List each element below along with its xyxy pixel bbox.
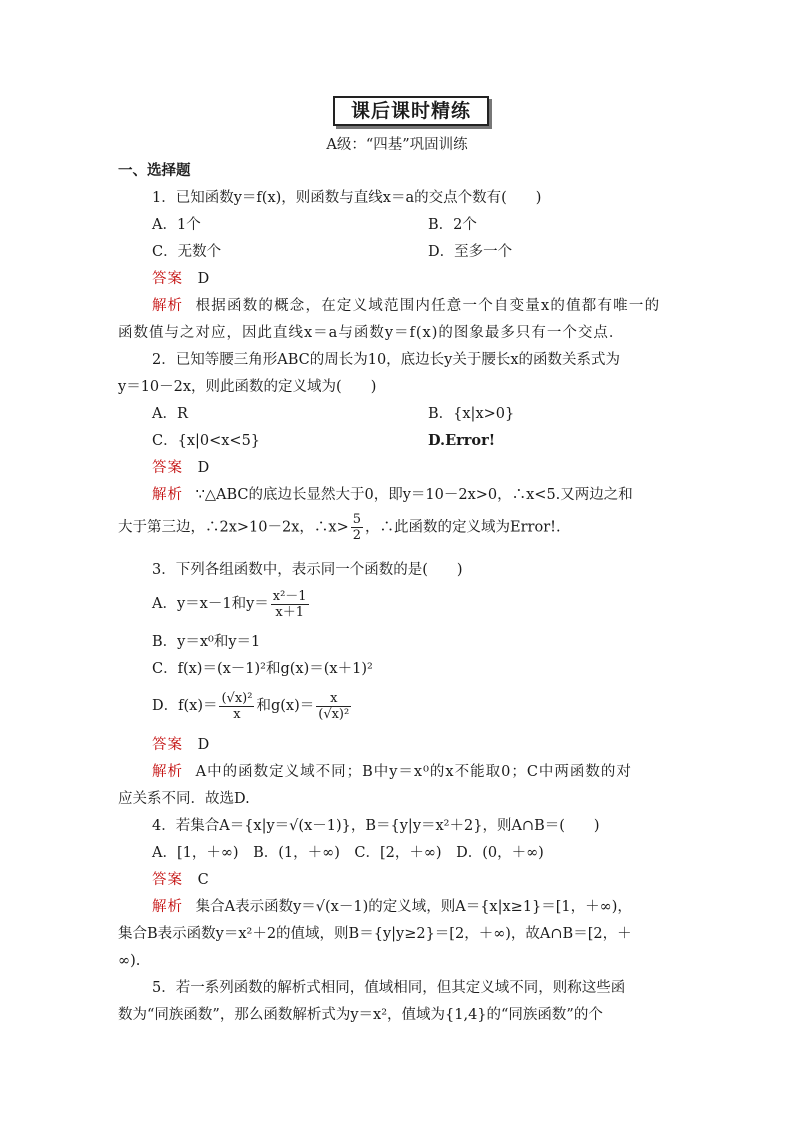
q3-stem: 3．下列各组函数中，表示同一个函数的是( ) (152, 562, 463, 578)
option-text: D．f(x)＝ (152, 698, 218, 714)
explanation-label: 解析 (152, 487, 183, 503)
fraction-denominator: x (233, 706, 241, 722)
fraction-numerator: x (316, 691, 351, 707)
explanation-text: 大于第三边，∴2x>10－2x，∴x> (118, 519, 349, 536)
q2-option-b: B．{x|x>0} (428, 406, 515, 422)
q5-stem-line-1: 5．若一系列函数的解析式相同，值域相同，但其定义域不同，则称这些函 (152, 980, 626, 996)
fraction-numerator: (√x)² (221, 690, 253, 706)
q2-option-d: D.Error! (428, 432, 496, 449)
q2-option-a: A．R (152, 406, 188, 422)
q3-answer (152, 735, 209, 755)
page-title: 课后课时精练 (333, 96, 489, 126)
q2-answer (152, 458, 209, 478)
answer-label: 答案 (152, 872, 183, 888)
q3-option-a (152, 588, 311, 620)
q1-explanation-line-2: 函数值与之对应，因此直线x＝a与函数y＝f(x)的图象最多只有一个交点． (118, 325, 625, 341)
fraction-numerator: 5 (352, 512, 362, 527)
q1-stem: 1．已知函数y＝f(x)，则函数与直线x＝a的交点个数有( ) (152, 190, 542, 206)
q3-explanation-line-2: 应关系不同．故选D. (118, 791, 250, 807)
q2-stem-line-1: 2．已知等腰三角形ABC的周长为10，底边长y关于腰长x的函数关系式为 (152, 352, 621, 368)
q1-option-b: B．2个 (428, 217, 477, 233)
answer-label: 答案 (152, 460, 183, 476)
q3-explanation-line-1 (152, 762, 632, 782)
answer-value: C (197, 872, 209, 888)
q4-explanation-line-2: 集合B表示函数y＝x²＋2的值域，则B＝{y|y≥2}＝[2，＋∞)，故A∩B＝[2，＋ (118, 926, 632, 942)
explanation-label: 解析 (152, 298, 183, 314)
fraction-denominator: (√x)² (318, 706, 350, 722)
q1-option-c: C．无数个 (152, 244, 222, 260)
explanation-text: ∵△ABC的底边长显然大于0，即y＝10－2x>0，∴x<5.又两边之和 (195, 487, 633, 503)
fraction-numerator: x²－1 (272, 588, 307, 604)
q1-answer (152, 269, 209, 289)
fraction (219, 691, 254, 722)
q2-stem-line-2: y＝10－2x，则此函数的定义域为( ) (118, 379, 377, 395)
explanation-label: 解析 (152, 764, 183, 780)
q4-explanation-line-3: ∞). (118, 953, 141, 969)
q3-option-b: B．y＝x⁰和y＝1 (152, 634, 261, 650)
explanation-label: 解析 (152, 899, 183, 915)
q4-answer (152, 870, 209, 890)
fraction (351, 512, 363, 543)
explanation-text: A中的函数定义域不同；B中y＝x⁰的x不能取0；C中两函数的对 (195, 764, 632, 780)
answer-value: D (197, 271, 210, 287)
answer-value: D (197, 737, 210, 753)
explanation-text: 根据函数的概念，在定义域范围内任意一个自变量x的值都有唯一的 (195, 298, 661, 314)
option-text: A．y＝x－1和y＝ (152, 596, 269, 612)
q2-explanation-line-2 (118, 512, 561, 543)
explanation-text: ，∴此函数的定义域为Error!. (365, 519, 561, 536)
explanation-text: 集合A表示函数y＝√(x－1)的定义域，则A＝{x|x≥1}＝[1，＋∞)， (195, 899, 632, 915)
q2-explanation-line-1 (152, 485, 633, 505)
answer-value: D (197, 460, 210, 476)
fraction-denominator: 2 (352, 528, 362, 543)
q3-option-c: C．f(x)＝(x－1)²和g(x)＝(x＋1)² (152, 661, 373, 677)
section-subtitle: A级：“四基”巩固训练 (326, 137, 468, 153)
option-text: 和g(x)＝ (256, 698, 315, 714)
answer-label: 答案 (152, 271, 183, 287)
q3-option-d (152, 688, 353, 724)
q1-option-d: D．至多一个 (428, 244, 513, 260)
fraction (316, 691, 351, 722)
answer-label: 答案 (152, 737, 183, 753)
q1-explanation-line-1 (152, 296, 660, 316)
q4-options: A．[1，＋∞) B．(1，＋∞) C．[2，＋∞) D．(0，＋∞) (152, 845, 544, 861)
q4-explanation-line-1 (152, 897, 632, 917)
q2-option-c: C．{x|0<x<5} (152, 433, 261, 449)
q4-stem: 4．若集合A＝{x|y＝√(x－1)}，B＝{y|y＝x²＋2}，则A∩B＝( ) (152, 818, 600, 834)
fraction (271, 589, 309, 620)
q5-stem-line-2: 数为“同族函数”，那么函数解析式为y＝x²，值域为{1,4}的“同族函数”的个 (118, 1007, 603, 1023)
q1-option-a: A．1个 (152, 217, 201, 233)
fraction-denominator: x＋1 (275, 604, 304, 620)
section-heading: 一、选择题 (118, 162, 191, 179)
